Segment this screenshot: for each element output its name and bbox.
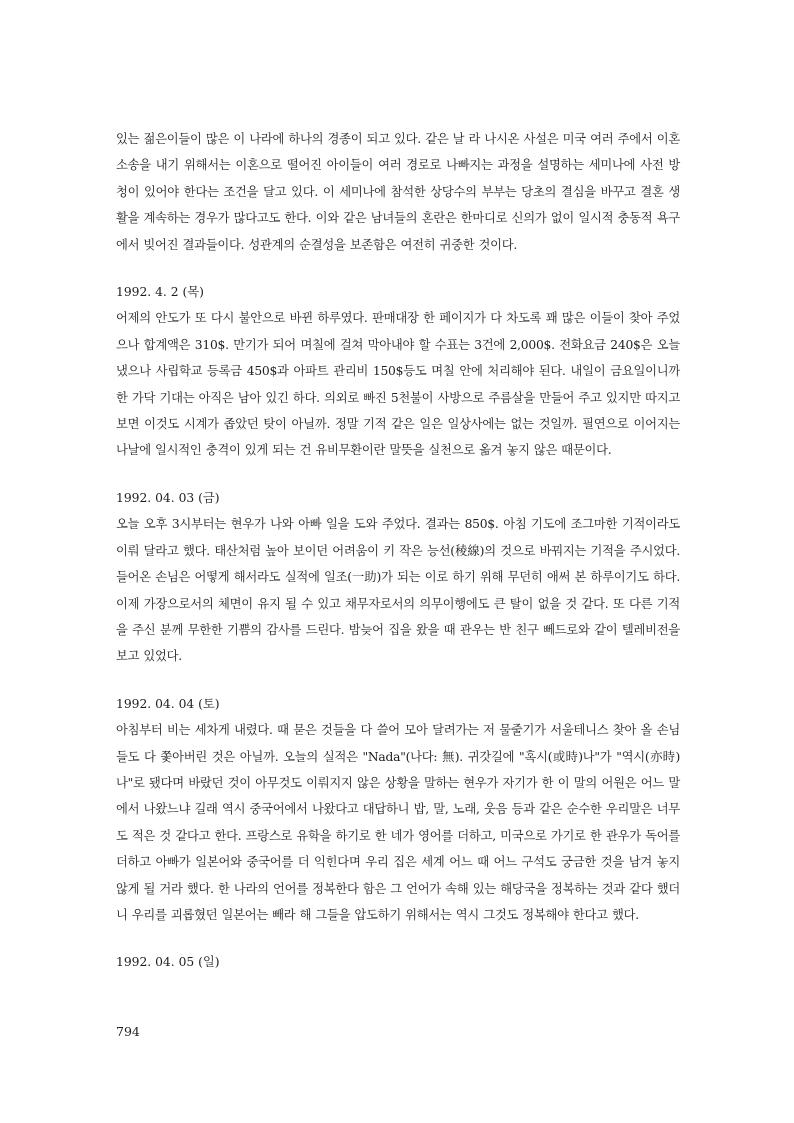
intro-paragraph: 있는 젊은이들이 많은 이 나라에 하나의 경종이 되고 있다. 같은 날 라 나시온 사설은 미국 여러 주에서 이혼 소송을 내기 위해서는 이혼으로 떨어진 아이들이 여러 경로로 나빠지는 과정을 설명하는 세미나에 사전 방청이 있어야 한다는 조건을 달고 있다. 이 세미나에 참석한 상당수의 부부는 당초의 결심을 바꾸고 결혼 생활을 계속하는 경우가 많다고도 한다. 이와 같은 남녀들의 혼란은 한마디로 신의가 없이 일시적 충동적 욕구에서 빚어진 결과들이다. 성관계의 순결성을 보존함은 여전히 귀중한 것이다. bbox=[116, 132, 680, 252]
diary-entry bbox=[116, 691, 680, 929]
diary-entry bbox=[116, 279, 680, 464]
diary-entry bbox=[116, 949, 680, 975]
entry-date: 1992. 04. 04 (토) bbox=[116, 696, 220, 711]
document-body bbox=[116, 126, 680, 976]
entry-date: 1992. 04. 05 (일) bbox=[116, 955, 220, 970]
entry-text: 아침부터 비는 세차게 내렸다. 때 묻은 것들을 다 쓸어 모아 달려가는 저 물줄기가 서울테니스 찾아 올 손님들도 다 쫓아버린 것은 아닐까. 오늘의 실적은 "Nada"(나다: 無). 귀갓길에 "혹시(或時)나"가 "역시(亦時)나"로 됐다며 바랐던 것이 아무것도 이뤄지지 않은 상황을 말하는 현우가 자기가 한 이 말의 어원은 어느 말에서 나왔느냐 길래 역시 중국어에서 나왔다고 대답하니 밥, 말, 노래, 웃음 등과 같은 순수한 우리말은 너무도 적은 것 같다고 한다. 프랑스로 유학을 하기로 한 네가 영어를 더하고, 미국으로 가기로 한 관우가 독어를 더하고 아빠가 일본어와 중국어를 더 익힌다며 우리 집은 세계 어느 때 어느 구석도 궁금한 것을 남겨 놓지 않게 될 거라 했다. 한 나라의 언어를 정복한다 함은 그 언어가 속해 있는 해당국을 정복하는 것과 같다 했더니 우리를 괴롭혔던 일본어는 빼라 해 그들을 압도하기 위해서는 역시 그것도 정복해야 한다고 했다. bbox=[116, 723, 680, 922]
entry-text: 오늘 오후 3시부터는 현우가 나와 아빠 일을 도와 주었다. 결과는 850$. 아침 기도에 조그마한 기적이라도 이뤄 달라고 했다. 태산처럼 높아 보이던 어려움이 키 작은 능선(稜線)의 것으로 바꿔지는 기적을 주시었다. 들어온 손님은 어떻게 해서라도 실적에 일조(一助)가 되는 이로 하기 위해 무던히 애써 본 하루이기도 하다. 이제 가장으로서의 체면이 유지 될 수 있고 채무자로서의 의무이행에도 큰 탈이 없을 것 같다. 또 다른 기적을 주신 분께 무한한 기쁨의 감사를 드린다. 밤늦어 집을 왔을 때 관우는 반 친구 뻬드로와 같이 텔레비전을 보고 있었다. bbox=[116, 517, 680, 664]
page-number: 794 bbox=[116, 1024, 140, 1039]
entry-text: 어제의 안도가 또 다시 불안으로 바뀐 하루였다. 판매대장 한 페이지가 다 차도록 꽤 많은 이들이 찾아 주었으나 합계액은 310$. 만기가 되어 며칠에 걸쳐 막아내야 할 수표는 3건에 2,000$. 전화요금 240$은 오늘 냈으나 사립학교 등록금 450$과 아파트 관리비 150$등도 며칠 안에 처리해야 된다. 내일이 금요일이니까 한 가닥 기대는 아직은 남아 있긴 하다. 의외로 빠진 5천불이 사방으로 주름살을 만들어 주고 있지만 따지고 보면 이것도 시계가 좁았던 탓이 아닐까. 정말 기적 같은 일은 일상사에는 없는 것일까. 필연으로 이어지는 나날에 일시적인 충격이 있게 되는 건 유비무환이란 말뜻을 실천으로 옮겨 놓지 않은 때문이다. bbox=[116, 311, 680, 458]
entry-date: 1992. 04. 03 (금) bbox=[116, 490, 220, 505]
entry-date: 1992. 4. 2 (목) bbox=[116, 285, 204, 300]
diary-entry bbox=[116, 485, 680, 670]
